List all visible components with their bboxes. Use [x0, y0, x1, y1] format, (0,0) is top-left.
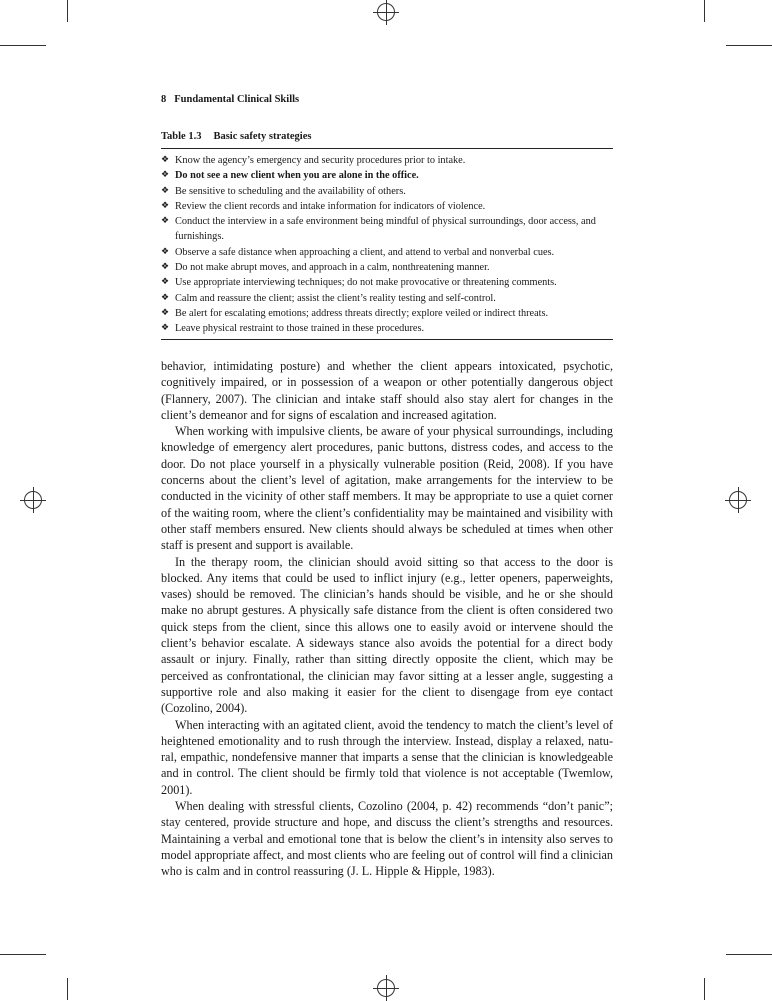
registration-mark-icon: [377, 979, 395, 997]
list-item-text: Be sensitive to scheduling and the availability of others.: [175, 185, 406, 197]
crop-mark: [67, 978, 68, 1000]
registration-mark-icon: [377, 3, 395, 21]
crop-mark: [704, 0, 705, 22]
list-item-text: Leave physical restraint to those trained in these procedures.: [175, 323, 425, 335]
body-paragraph: When dealing with stressful clients, Cozolino (2004, p. 42) recommends “don’t panic”; stay centered, provide structure and hope, and discuss the client’s strengths and resources. Maintaining a verbal and emotional tone that is below the client’s in intensity also serves to model appropriate affect, and most clients who are feeling out of control will find a clinician who is calm and in control reassuring (J. L. Hipple & Hipple, 1983).: [161, 799, 613, 879]
diamond-bullet-icon: ❖: [161, 185, 170, 196]
table-top-rule: [161, 148, 613, 149]
diamond-bullet-icon: ❖: [161, 246, 170, 257]
diamond-bullet-icon: ❖: [161, 200, 170, 211]
body-paragraph: When working with impulsive clients, be aware of your physical surroundings, including knowledge of emergency alert procedures, panic buttons, distress codes, and access to the door. Do not place yourself in a physically vulnerable position (Reid, 2008). If you have concerns about the client’s level of agitation, make arrangements for the interview to be conducted in the vicinity of other staff members. It may be appropriate to use a quiet corner of the waiting room, where the client’s confidentiality may be maintained and visibility with other staff members ensured. New clients should always be scheduled at times when other staff is present and support is available.: [161, 424, 613, 553]
diamond-bullet-icon: ❖: [161, 216, 170, 227]
list-item: [161, 291, 613, 306]
running-header: [161, 94, 299, 105]
list-item-text: Review the client records and intake information for indicators of violence.: [175, 200, 486, 212]
diamond-bullet-icon: ❖: [161, 277, 170, 288]
list-item: [161, 214, 613, 245]
list-item-text: Know the agency’s emergency and security procedures prior to intake.: [175, 155, 466, 166]
diamond-bullet-icon: ❖: [161, 155, 170, 165]
registration-mark-icon: [729, 491, 747, 509]
crop-mark: [0, 45, 46, 46]
list-item-text: Do not see a new client when you are alone in the office.: [175, 170, 419, 182]
diamond-bullet-icon: ❖: [161, 307, 170, 318]
list-item: [161, 245, 613, 260]
list-item-text: Be alert for escalating emotions; address threats directly; explore veiled or indirect threats.: [175, 307, 549, 319]
crop-mark: [726, 45, 772, 46]
body-paragraph: When interacting with an agitated client, avoid the tendency to match the client’s level of heightened emotionality and to rush through the interview. Instead, display a relaxed, natural, empathic, nondefensive manner that imparts a sense that the clinician is knowledgeable and in control. The client should be firmly told that violence is not acceptable (Twemlow, 2001).: [161, 717, 613, 797]
list-item-text: Conduct the interview in a safe environment being mindful of physical surroundings, door access, and furnishings.: [175, 216, 596, 243]
diamond-bullet-icon: ❖: [161, 323, 170, 334]
list-item: [161, 275, 613, 290]
page-number: 8: [161, 94, 167, 105]
table-title: Basic safety strategies: [213, 131, 312, 142]
crop-mark: [726, 954, 772, 955]
diamond-bullet-icon: ❖: [161, 170, 170, 181]
running-title: Fundamental Clinical Skills: [174, 94, 300, 105]
list-item: [161, 184, 613, 199]
list-item: [161, 168, 613, 183]
diamond-bullet-icon: ❖: [161, 262, 170, 273]
body-paragraph: In the therapy room, the clinician should avoid sitting so that access to the door is blocked. Any items that could be used to inflict injury (e.g., letter openers, paperweights, vases) should be removed. The clinician’s hands should be visible, and he or she should make no abrupt gestures. A physically safe distance from the client is often considered two quick steps from the client, since this allows one to easily avoid or intervene should the client’s behavior escalate. A sideways stance also avoids the potential for a direct body assault or injury. Finally, rather than sitting directly opposite the client, which may be perceived as confrontational, the clinician may favor sitting at a lesser angle, suggesting a supportive role and also making it easier for the client to disengage from eye contact (Cozolino, 2004).: [161, 554, 613, 716]
list-item: [161, 199, 613, 214]
registration-mark-icon: [24, 491, 42, 509]
crop-mark: [67, 0, 68, 22]
list-item-text: Observe a safe distance when approaching a client, and attend to verbal and nonverbal cues.: [175, 246, 555, 258]
list-item: [161, 153, 613, 168]
crop-mark: [0, 954, 46, 955]
table-number: Table 1.3: [161, 131, 202, 142]
list-item: [161, 260, 613, 275]
table-bottom-rule: [161, 339, 613, 340]
body-paragraph: behavior, intimidating posture) and whether the client appears intoxicated, psychotic, cognitively impaired, or in possession of a weapon or other potentially dangerous object (Flannery, 2007). The clinician and intake staff should also stay alert for changes in the client’s demeanor and for signs of escalation and increased agitation.: [161, 359, 613, 422]
table-caption: [161, 131, 311, 142]
crop-mark: [704, 978, 705, 1000]
list-item: [161, 321, 613, 336]
safety-strategies-list: [161, 153, 613, 337]
body-text: [161, 358, 613, 880]
diamond-bullet-icon: ❖: [161, 292, 170, 303]
list-item: [161, 306, 613, 321]
list-item-text: Do not make abrupt moves, and approach in a calm, nonthreatening manner.: [175, 262, 490, 274]
list-item-text: Calm and reassure the client; assist the client’s reality testing and self-control.: [175, 292, 496, 304]
list-item-text: Use appropriate interviewing techniques; do not make provocative or threatening comments.: [175, 277, 557, 289]
